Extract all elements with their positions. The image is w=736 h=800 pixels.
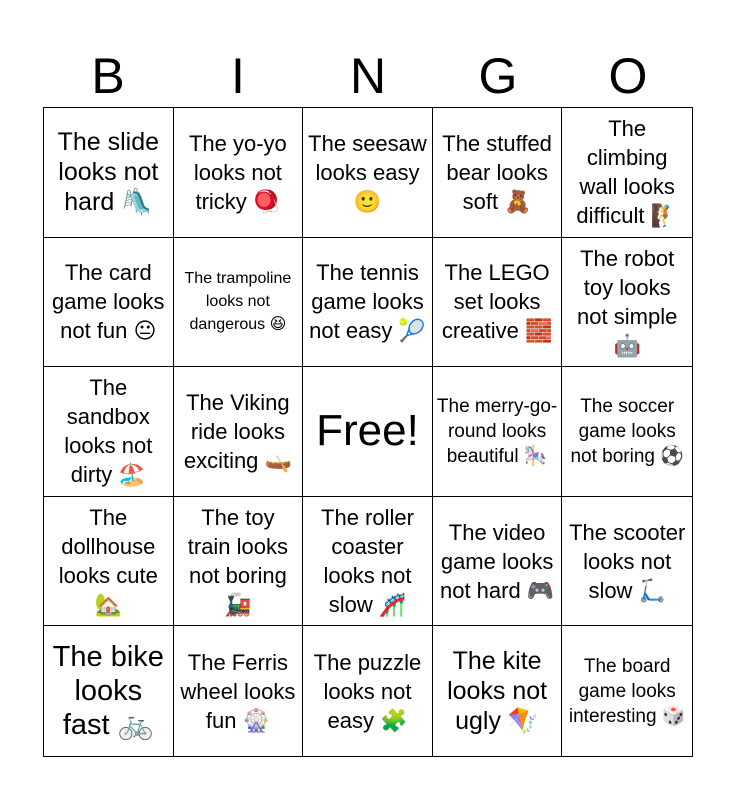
bingo-cell[interactable]: [174, 626, 304, 756]
header-letter-n: N: [349, 48, 387, 104]
cell-text: The toy train looks not boring 🚂: [187, 505, 289, 618]
bingo-cell[interactable]: [174, 238, 304, 368]
cell-text: The tennis game looks not easy 🎾: [309, 260, 426, 344]
header-letter-o: O: [608, 48, 648, 104]
bingo-cell[interactable]: [44, 108, 174, 238]
cell-text: The merry-go-round looks beautiful 🎠: [436, 395, 558, 467]
cell-text: The bike looks fast 🚲: [52, 641, 164, 742]
cell-text: The card game looks not fun 😐: [52, 260, 165, 344]
bingo-cell[interactable]: [44, 626, 174, 756]
bingo-cell[interactable]: [433, 238, 563, 368]
bingo-cell[interactable]: [562, 626, 692, 756]
bingo-cell[interactable]: [44, 238, 174, 368]
bingo-cell[interactable]: [303, 626, 433, 756]
bingo-cell[interactable]: [303, 108, 433, 238]
bingo-cell[interactable]: [433, 497, 563, 627]
bingo-cell[interactable]: [433, 367, 563, 497]
bingo-cell[interactable]: [562, 238, 692, 368]
bingo-cell[interactable]: [44, 367, 174, 497]
cell-text: The board game looks interesting 🎲: [568, 655, 686, 727]
header-letter-i: I: [231, 48, 245, 104]
bingo-cell[interactable]: [174, 367, 304, 497]
cell-text: The climbing wall looks difficult 🧗: [576, 116, 678, 229]
cell-text: The sandbox looks not dirty 🏖️: [64, 375, 153, 488]
bingo-card-grid: [43, 107, 693, 757]
bingo-cell[interactable]: [174, 497, 304, 627]
header-letter-b: B: [91, 48, 125, 104]
cell-text: The robot toy looks not simple 🤖: [577, 245, 678, 358]
free-space-cell[interactable]: [303, 367, 433, 497]
bingo-cell[interactable]: [303, 497, 433, 627]
cell-text: The seesaw looks easy 🙂: [308, 130, 427, 214]
cell-text: The slide looks not hard 🛝: [57, 128, 160, 217]
bingo-cell[interactable]: [433, 108, 563, 238]
bingo-cell[interactable]: [562, 367, 692, 497]
free-space-text: Free!: [316, 406, 419, 456]
header-letter-g: G: [478, 48, 518, 104]
cell-text: The puzzle looks not easy 🧩: [313, 649, 422, 733]
cell-text: The stuffed bear looks soft 🧸: [442, 130, 552, 214]
bingo-cell[interactable]: [174, 108, 304, 238]
bingo-cell[interactable]: [562, 497, 692, 627]
cell-text: The video game looks not hard 🎮: [439, 519, 555, 603]
cell-text: The kite looks not ugly 🪁: [447, 647, 548, 736]
cell-text: The Viking ride looks exciting 🛶: [183, 389, 292, 473]
cell-text: The yo-yo looks not tricky 🪀: [188, 130, 287, 214]
cell-text: The LEGO set looks creative 🧱: [441, 260, 553, 344]
cell-text: The trampoline looks not dangerous 😆: [184, 270, 292, 334]
cell-text: The dollhouse looks cute 🏡: [58, 505, 158, 618]
bingo-cell[interactable]: [303, 238, 433, 368]
bingo-cell[interactable]: [44, 497, 174, 627]
bingo-cell[interactable]: [562, 108, 692, 238]
bingo-header: [43, 45, 693, 107]
cell-text: The scooter looks not slow 🛴: [569, 519, 686, 603]
bingo-cell[interactable]: [433, 626, 563, 756]
cell-text: The roller coaster looks not slow 🎢: [321, 505, 414, 618]
cell-text: The Ferris wheel looks fun 🎡: [180, 649, 296, 733]
cell-text: The soccer game looks not boring ⚽: [570, 395, 684, 467]
